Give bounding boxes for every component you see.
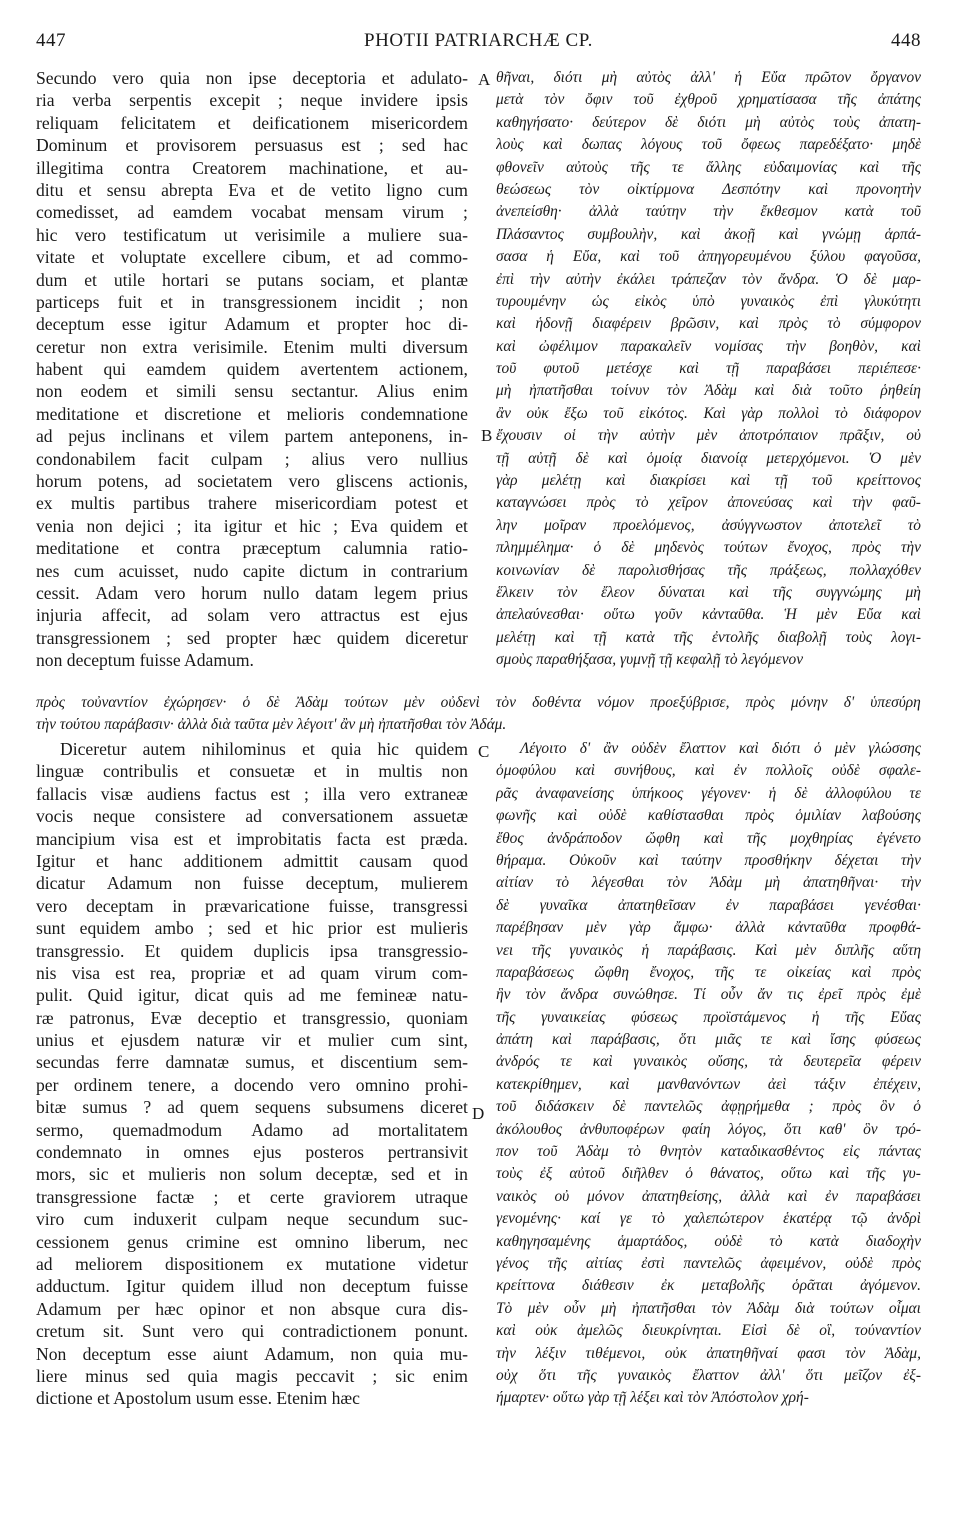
margin-letter-b: B: [481, 426, 493, 445]
text-line: τὴν λέξιν τιθέμενοι, οὐκ ἀπατηθῆναί φασι τὸν Ἀδὰμ,: [496, 1344, 921, 1362]
text-line: παραβάσεως ὤφθη ἔνοχος, τῆς τε οἰκείας καὶ πρὸς: [496, 963, 921, 981]
text-line: πλημμέλημα· ὁ δὲ μηδενὸς τούτων ἔνοχος, πρὸς τὴν: [496, 539, 921, 557]
running-title: PHOTII PATRIARCHÆ CP.: [364, 30, 593, 51]
text-line: γενομένης· καί γε τὸ χαλεπώτερον ἑκατέρᾳ τῷ ἀνδρὶ: [496, 1210, 921, 1228]
text-line: μελέτῃ καὶ τῇ κατὰ τῆς ἐντολῆς διαβολῇ τοὺς λογι-: [496, 628, 921, 646]
text-line: Τὸ μὲν οὖν μὴ ἠπατῆσθαι τὸν Ἀδὰμ διὰ τούτων οἶμαι: [496, 1299, 921, 1317]
text-line: ditu et sensu abrepta Eva et de vetito ligno cum: [36, 179, 468, 200]
text-line: ήμαρτεν· οὕτω γὰρ τῇ λέξει καὶ τὸν Ἀπόστολον χρή-: [496, 1389, 809, 1407]
text-line: λην μοῖραν προελόμενος, ἀσύγγνωστον ἀποτελεῖ τὸ: [496, 516, 921, 534]
text-line: τὴν τούτου παράβασιν· ἀλλὰ διὰ ταῦτα μὲν λέγοιτ' ἂν μὴ ἠπατῆσθαι τὸν Ἀδάμ.: [36, 716, 507, 733]
text-line: ἂν οὐκ ἔξω τοῦ εἰκότος. Καὶ γὰρ πολλοὶ τὸ διάφορον: [496, 404, 921, 422]
text-line: καθηγήσατο· δεύτερον δὲ διότι μὴ αὐτὸς τοὺς ἀπατη-: [496, 113, 921, 131]
greek-column-section-1: [496, 67, 921, 672]
text-line: ἕλκειν τὸν ἔλεον δύναται καὶ τῆς συγγνώμης μὴ: [496, 583, 921, 601]
text-line: mancipium visa est et improbitatis facta est præda.: [36, 828, 468, 849]
text-line: ἀνδρός τε καὶ γυναικὸς οὔσης, τὰ δευτερεῖα φέρειν: [496, 1053, 921, 1071]
text-line: τῇ αὐτῇ δὲ καὶ ὁμοίᾳ διανοίᾳ μετερχόμενοι. Ὁ μὲν: [496, 449, 921, 467]
text-line: non deceptum fuisse Adamum.: [36, 650, 254, 671]
margin-letter-a: A: [478, 70, 491, 89]
text-line: dictione et Apostolum usum esse. Etenim hæc: [36, 1388, 360, 1409]
text-line: οὐχ ὅτι τῆς γυναικὸς ἔλαττον ἀλλ' ὅτι μεῖζον ἐξ-: [496, 1366, 921, 1384]
text-line: πρὸς τοὐναντίον ἐχώρησεν· ὁ δὲ Ἀδὰμ τούτων μὲν οὐδενὶ τὸν δοθέντα νόμον προεξύβρισε, πρὸς μόνην δ' ὑπεσύρη: [36, 694, 921, 711]
text-line: ἔθος ἀνδράποδον ὤφθη καὶ τῆς μοχθηρίας ἐγένετο: [496, 829, 921, 847]
left-page-number: 447: [36, 30, 66, 51]
text-line: ἀπελαύνεσθαι· οὕτω γοῦν κἀνταῦθα. Ἡ μὲν Εὔα καὶ: [496, 606, 921, 624]
text-line: ἐπὶ τὴν αὐτὴν ἐκάλει τράπεζαν τὸν ἄνδρα. Ὁ δὲ μαρ-: [496, 270, 921, 288]
text-line: ad meliorem dispositionem ex mutatione videtur: [36, 1253, 468, 1274]
text-line: ria verba serpentis excepit ; neque invidere ipsis: [36, 90, 468, 111]
text-line: κατεκρίθημεν, καὶ μανθανόντων ἀεὶ τάξιν ἐπέχειν,: [496, 1075, 921, 1093]
text-line: ceretur non extra verisimile. Etenim multi diversum: [36, 336, 468, 357]
text-line: παρέβησαν μὲν γὰρ ἄμφω· ἀλλὰ κἀνταῦθα προφθά-: [496, 919, 921, 937]
text-line: reliquam felicitatem et deificationem misericordem: [36, 112, 468, 133]
text-line: horum potens, ad societatem vero gliscens actionis,: [36, 471, 468, 492]
text-line: illegitima contra Creatorem machinatione, et au-: [36, 157, 468, 178]
text-line: Adamum per hæc opinor et non absque cura dis-: [36, 1298, 468, 1319]
text-line: cretum sit. Sunt vero qui contradictionem ponunt.: [36, 1321, 468, 1342]
text-line: φωνῆς καὶ οὐδὲ καθίστασθαι πρὸς ὁμιλίαν λαβούσης: [496, 807, 921, 825]
text-line: τοῦ διδάσκειν δὲ παντελῶς ἀφῃρήμεθα ; πρὸς ὃν ὁ: [496, 1098, 921, 1116]
text-line: τοῦ φυτοῦ μετέσχε καὶ τῇ παραβάσει περιέπεσε·: [496, 360, 921, 378]
text-line: γένος τῆς αἰτίας ἐστὶ παντελῶς ἀφειμένον, οὐδὲ πρὸς: [496, 1254, 921, 1272]
text-line: cessit. Adam vero horum nullo datam legem prius: [36, 582, 468, 603]
text-line: πον τοῦ Ἀδὰμ τὸ θνητὸν καταδικασθέντος εἰς πάντας: [496, 1143, 921, 1161]
text-line: Non deceptum esse aiunt Adamum, non quia mu-: [36, 1343, 468, 1364]
text-line: meditatione et contra præceptum calumnia ratio-: [36, 538, 468, 559]
spanning-greek-lines: [36, 692, 921, 736]
margin-letter-c: C: [478, 742, 490, 761]
text-line: linguæ contribulis et consuetæ et in multis non: [36, 761, 468, 782]
text-line: transgressionem ; sed propter hæc quidem diceretur: [36, 627, 468, 648]
text-line: dum et utile hortari se putans sociam, et plantæ: [36, 269, 468, 290]
text-line: habent qui eamdem quidem avertentem actionem,: [36, 359, 468, 380]
text-line: pulit. Quid igitur, dicat quis ad me femineæ natu-: [36, 985, 468, 1006]
text-line: θῆναι, διότι μὴ αὐτὸς ἀλλ' ἡ Εὔα πρῶτον ὄργανον: [496, 69, 921, 86]
text-line: ἔχουσιν οἱ τὴν αὐτὴν μὲν ἀποτρόπαιον πρᾶξιν, οὐ: [496, 427, 921, 445]
text-line: Secundo vero quia non ipse deceptoria et adulato-: [36, 68, 468, 88]
text-line: bitæ sumus ? ad quem sequens subsumens diceret: [36, 1097, 468, 1118]
text-line: ræ patronus, Evæ deceptio et transgressio, quoniam: [36, 1007, 468, 1028]
text-line: secundas ferre damnatæ sumus, et discentium sem-: [36, 1052, 468, 1073]
text-line: sermo, quemadmodum Adamo ad mortalitatem: [36, 1119, 468, 1140]
text-line: καθηγησαμένης ἁμαρτάδος, οὐδὲ τὸ κατὰ διαδοχὴν: [496, 1232, 921, 1250]
text-line: καὶ οὐκ ἀμελῶς διευκρίνηται. Εἰσὶ δὲ οἳ, τούναντίον: [496, 1322, 921, 1340]
text-line: λοὺς καὶ δωπας λόγους τοῦ ὄφεως παρεδέξατο· μηδὲ: [496, 136, 921, 154]
text-line: mors, sic et mulieris non solum deceptæ, sed et in: [36, 1164, 468, 1185]
text-line: ἀπάτη καὶ παράβασις, ὅτι μιᾶς τε καὶ ἴσης φύσεως: [496, 1031, 921, 1049]
text-line: transgressione factæ ; et certe graviorem utraque: [36, 1186, 468, 1207]
text-line: ρᾶς ἀναφανείσης ὑπήκοος γέγονεν· ἡ δὲ ἀλλοφύλου τε: [496, 784, 921, 802]
text-line: τῆς γυναικείας φύσεως προϊστάμενος ἡ τῆς Εὔας: [496, 1008, 921, 1026]
text-line: ex multis partibus trahere misericordiam potest et: [36, 493, 468, 514]
text-line: non eodem et simili sensu sectantur. Alius enim: [36, 381, 468, 402]
text-line: cessionem genus crimine est omnino liberum, nec: [36, 1231, 468, 1252]
text-line: sunt equidem ambo ; sed et hic prior est mulieris: [36, 918, 468, 939]
text-line: Λέγοιτο δ' ἂν οὐδὲν ἔλαττον καὶ διότι ὁ μὲν γλώσσης: [520, 740, 921, 757]
text-line: condemnato in omnes ejus posteros pertransivit: [36, 1142, 468, 1163]
text-line: ἀκόλουθος ἀνθυποφέρων φαίη λόγος, ὅτι καθ' ὃν τρό-: [496, 1120, 921, 1138]
right-page-number: 448: [891, 30, 921, 51]
text-line: γὰρ μελέτῃ καὶ διακρίσει καὶ τῇ τοῦ κρείττονος: [496, 472, 921, 490]
latin-column-section-2: [36, 738, 468, 1410]
text-line: κρείττονα διάθεσιν ἐκ μεταβολῆς ὁρᾶται ἀγόμενον.: [496, 1277, 921, 1295]
text-line: μὴ ἠπατῆσθαι τοίνυν τὸν Ἀδὰμ καὶ διὰ τοῦτο ῥηθείη: [496, 382, 921, 400]
text-line: θεώσεως τὸν οἰκτίρμονα Δεσπότην καὶ προνοητὴν: [496, 180, 921, 198]
text-line: particeps fuit et in transgressionem incidit ; non: [36, 291, 468, 312]
text-line: κοινωνίαν δὲ παρολισθήσας τῆς πράξεως, πολλαχόθεν: [496, 561, 921, 579]
text-line: αἰτίαν τὸ λέγεσθαι τὸν Ἀδὰμ μὴ ἀπατηθῆναι· τὴν: [496, 874, 921, 892]
text-line: per ordinem tenere, a docendo vero omnino prohi-: [36, 1074, 468, 1095]
running-head: [36, 30, 921, 58]
text-line: τυρουμένην ὡς εἰκὸς ὑπὸ γυναικὸς ἐπὶ γλυκύτητι: [496, 292, 921, 310]
greek-column-section-2: [496, 738, 921, 1410]
text-line: τοὺς ἐξ αὐτοῦ διῆλθεν ὁ θάνατος, οὕτω καὶ τῆς γυ-: [496, 1165, 921, 1183]
text-line: dicatur Adamum non fuisse deceptum, mulierem: [36, 873, 468, 894]
margin-letter-d: D: [472, 1104, 485, 1123]
text-line: comedisset, ad eamdem vocabat mensam virum ;: [36, 202, 468, 223]
text-line: injuria affecit, ad solam vero attractus est ejus: [36, 605, 468, 626]
text-line: fallacis visæ audiens factus est ; illa vero extraneæ: [36, 783, 468, 804]
text-line: Πλάσαντος συμβουλὴν, καὶ ἀκοῇ καὶ γνώμῃ ἁρπά-: [496, 225, 921, 243]
text-line: deceptum esse igitur Adamum et propter hoc di-: [36, 314, 468, 335]
text-line: vitate et voluptate excellere cibum, et ad commo-: [36, 247, 468, 268]
latin-column-section-1: [36, 67, 468, 672]
text-line: ad pejus inclinans et vilem partem anteponens, in-: [36, 426, 468, 447]
text-line: ὁμοφύλου καὶ συνήθους, καὶ ἐν πολλοῖς οὐδὲ σφαλε-: [496, 762, 921, 780]
text-line: σμοὺς παραθήξασα, γυμνῇ τῇ κεφαλῇ τὸ λεγόμενον: [496, 651, 804, 669]
text-line: liere minus sed quia magis peccavit ; sic enim: [36, 1365, 468, 1386]
text-line: θήραμα. Οὐκοῦν καὶ ταύτην προσθήκην δέχεται τὴν: [496, 851, 921, 869]
text-line: καὶ ὠφέλιμον παρακαλεῖν νομίσας τὴν βοηθὸν, καὶ: [496, 337, 921, 355]
text-line: Igitur et hanc additionem admittit causam quod: [36, 850, 468, 871]
text-line: meditatione et discretione et melioris condemnatione: [36, 403, 468, 424]
text-line: transgressio. Et quidem duplicis ipsa transgressio-: [36, 940, 468, 961]
text-line: ἀνεπείσθη· ἀλλὰ ταύτην τὴν ἔκθεσμον κατὰ τοῦ: [496, 203, 921, 221]
text-line: δὲ γυναῖκα ἀπατηθεῖσαν ἐν παραβάσει γενέσθαι·: [496, 896, 921, 914]
text-line: καταγνώσει πρὸς τὸ χεῖρον ἀπονεύσας καὶ τὴν φαῦ-: [496, 494, 921, 512]
text-line: vocis neque consistere ad conversationem assuetæ: [36, 806, 468, 827]
text-line: nis visa est rea, propriæ et ad quam virum com-: [36, 962, 468, 983]
text-line: nes cum acuisset, nudo capite dictum in contrarium: [36, 560, 468, 581]
text-line: vero deceptam in prævaricatione fuisse, transgressi: [36, 895, 468, 916]
text-line: venia non dejici ; ita igitur et hic ; Eva quidem et: [36, 515, 468, 536]
text-line: ἣν τὸν ἄνδρα συνώθησε. Τί οὖν ἄν τις ἐρεῖ πρὸς ἐμὲ: [496, 986, 921, 1004]
text-line: adductum. Igitur quidem illud non deceptum fuisse: [36, 1276, 468, 1297]
text-line: φθονεῖν αὐτοὺς τῆς τε ἄλλης εὐδαιμονίας καὶ τῆς: [496, 158, 921, 176]
text-line: νει τῆς γυναικὸς ἡ παράβασις. Καὶ μὲν διπλῆς αὕτη: [496, 941, 921, 959]
text-line: Dominum et provisorem persuasus est ; sed hac: [36, 135, 468, 156]
text-line: condonabilem facit culpam ; alius vero nullius: [36, 448, 468, 469]
text-line: Diceretur autem nihilominus et quia hic quidem: [60, 739, 468, 759]
text-line: hic vero testificatum ut verisimile a muliere sua-: [36, 224, 468, 245]
text-line: ναικὸς οὐ μόνον ἀπατηθείσης, ἀλλὰ καὶ ἐν παραβάσει: [496, 1187, 921, 1205]
text-line: σασα ἡ Εὔα, καὶ τοῦ ἀπηγορευμένου ξύλου φαγοῦσα,: [496, 248, 921, 266]
text-line: μετὰ τὸν ὄφιν τοῦ ἐχθροῦ χρηματίσασα τῆς ἀπάτης: [496, 91, 921, 109]
text-line: viro cum induxerit culpam neque secundum suc-: [36, 1209, 468, 1230]
text-line: unius et ejusdem naturæ vir et mulier cum sint,: [36, 1030, 468, 1051]
text-line: καὶ ἡδονῇ διαφέρειν βρῶσιν, καὶ πρὸς τὸ σύμφορον: [496, 315, 921, 333]
